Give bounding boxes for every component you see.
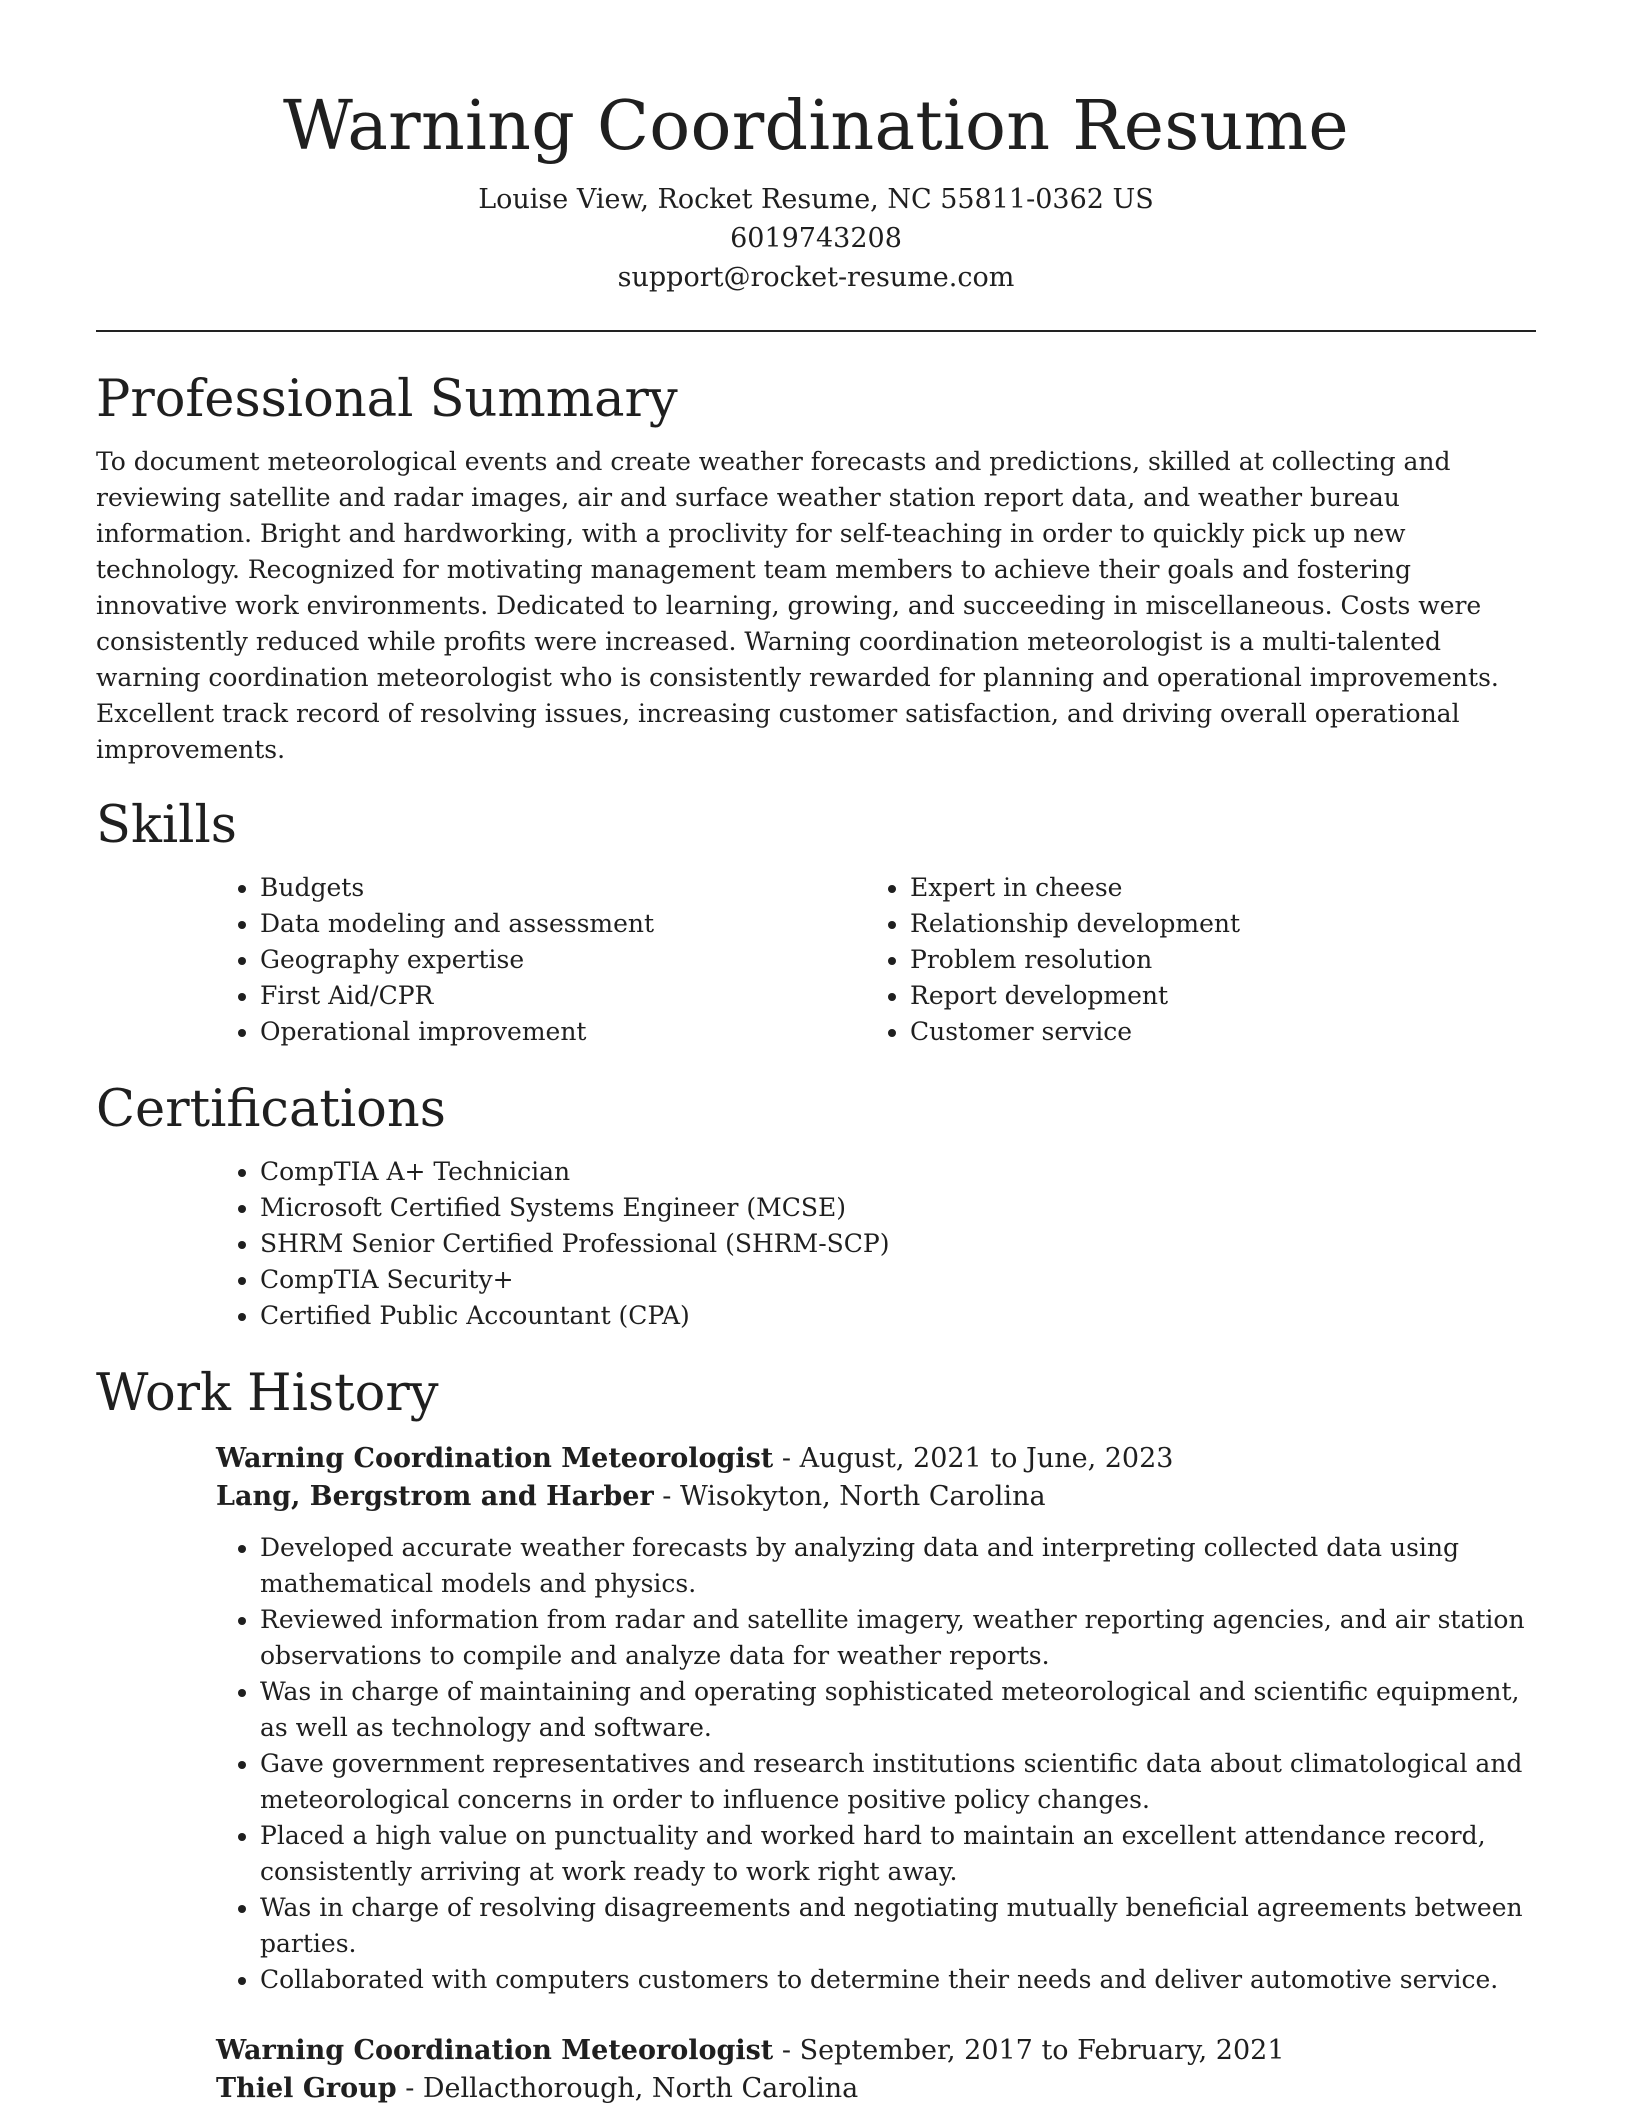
list-item: • Microsoft Certified Systems Engineer (MCSE) [260,1190,1536,1226]
certifications-list [216,1154,1536,1334]
list-item: • Gave government representatives and research institutions scientific data about climatological and meteorological concerns in order to influence positive policy changes. [260,1746,1536,1818]
job-company-line [216,1478,1536,1516]
list-item: • Certified Public Accountant (CPA) [260,1298,1536,1334]
skills-section [96,794,1536,1050]
list-item: • Problem resolution [910,942,1516,978]
job-entry [216,2032,1536,2108]
skills-grid [216,870,1536,1050]
list-item: • SHRM Senior Certified Professional (SHRM-SCP) [260,1226,1536,1262]
list-item: • Developed accurate weather forecasts by analyzing data and interpreting collected data using mathematical models and physics. [260,1530,1536,1602]
list-item: • Expert in cheese [910,870,1516,906]
job-title-line [216,2032,1536,2070]
list-item: • Operational improvement [260,1014,866,1050]
contact-block [96,180,1536,297]
job-duties [216,1530,1536,1998]
job-title-line [216,1440,1536,1478]
contact-address: Louise View, Rocket Resume, NC 55811-0362 US [478,184,1154,215]
job-dates: - September, 2017 to February, 2021 [773,2035,1285,2066]
job-title: Warning Coordination Meteorologist [216,1443,774,1474]
list-item: • Budgets [260,870,866,906]
summary-section [96,368,1536,768]
certifications-section [96,1078,1536,1334]
work-heading: Work History [96,1364,439,1423]
list-item: • Collaborated with computers customers to determine their needs and deliver automotive service. [260,1962,1536,1998]
list-item: • Relationship development [910,906,1516,942]
list-item: • Geography expertise [260,942,866,978]
job-company-line [216,2070,1536,2108]
list-item: • CompTIA A+ Technician [260,1154,1536,1190]
job-title: Warning Coordination Meteorologist [216,2035,774,2066]
skills-heading: Skills [96,796,237,855]
job-company: Lang, Bergstrom and Harber [216,1481,654,1512]
skills-right-column [866,870,1516,1050]
resume-header [96,0,1536,297]
list-item: • Data modeling and assessment [260,906,866,942]
job-company: Thiel Group [216,2073,397,2104]
list-item: • Placed a high value on punctuality and worked hard to maintain an excellent attendance record, consistently arriving at work ready to work right away. [260,1818,1536,1890]
contact-email: support@rocket-resume.com [617,262,1015,293]
header-divider [96,330,1536,332]
contact-phone: 6019743208 [730,223,902,254]
summary-heading: Professional Summary [96,370,678,429]
job-location: - Dellacthorough, North Carolina [396,2073,859,2104]
resume-title: Warning Coordination Resume [283,87,1349,166]
job-location: - Wisokyton, North Carolina [653,1481,1046,1512]
job-entry [216,1440,1536,1998]
list-item: • First Aid/CPR [260,978,866,1014]
list-item: • Was in charge of resolving disagreements and negotiating mutually beneficial agreements between parties. [260,1890,1536,1962]
summary-text: To document meteorological events and create weather forecasts and predictions, skilled at collecting and reviewing satellite and radar images, air and surface weather station report data, and weather bureau information. Bright and hardworking, with a proclivity for self-teaching in order to quickly pick up new technology. Recognized for motivating management team members to achieve their goals and fostering innovative work environments. Dedicated to learning, growing, and succeeding in miscellaneous. Costs were consistently reduced while profits were increased. Warning coordination meteorologist is a multi-talented warning coordination meteorologist who is consistently rewarded for planning and operational improvements. Excellent track record of resolving issues, increasing customer satisfaction, and driving overall operational improvements. [96,447,1499,764]
work-section [96,1362,1536,2108]
list-item: • Customer service [910,1014,1516,1050]
list-item: • Report development [910,978,1516,1014]
skills-left-column [216,870,866,1050]
certifications-heading: Certifications [96,1080,446,1139]
list-item: • Reviewed information from radar and satellite imagery, weather reporting agencies, and air station observations to compile and analyze data for weather reports. [260,1602,1536,1674]
resume-page [96,0,1536,2108]
job-dates: - August, 2021 to June, 2023 [773,1443,1174,1474]
list-item: • Was in charge of maintaining and operating sophisticated meteorological and scientific equipment, as well as technology and software. [260,1674,1536,1746]
list-item: • CompTIA Security+ [260,1262,1536,1298]
